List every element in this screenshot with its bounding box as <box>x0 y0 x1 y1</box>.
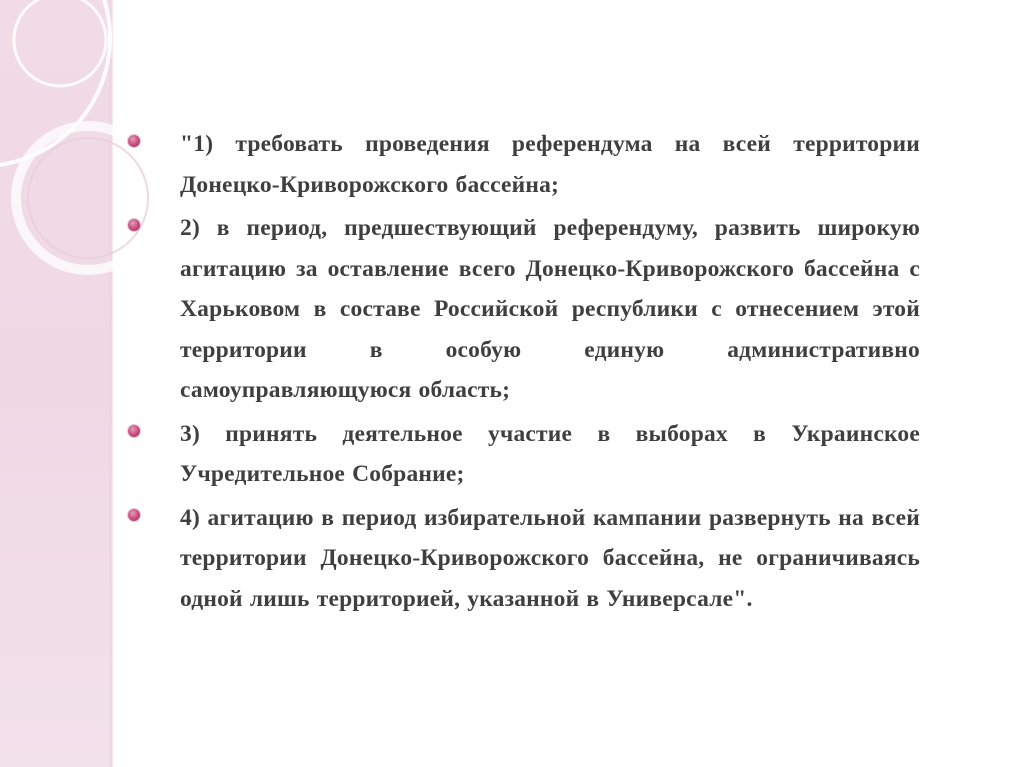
bullet-dot-icon <box>128 509 140 521</box>
bullet-dot-icon <box>128 219 140 231</box>
list-item <box>128 498 920 620</box>
list-item-text: 4) агитацию в период избирательной кампании развернуть на всей территории Донецко-Криворожского бассейна, не ограничиваясь одной лишь территорией, указанной в Универсале". <box>180 504 920 612</box>
list-item-text: 3) принять деятельное участие в выборах в Украинское Учредительное Собрание; <box>180 420 920 487</box>
list-item <box>128 124 920 205</box>
bullet-list <box>128 124 920 622</box>
list-item <box>128 414 920 495</box>
list-item-text: 2) в период, предшествующий референдуму, развить широкую агитацию за оставление всего Донецко-Криворожского бассейна с Харьковом в составе Российской республики с отнесением этой территории в особую единую административно самоуправляющуюся область; <box>180 215 920 403</box>
bullet-dot-icon <box>128 135 140 147</box>
list-item <box>128 208 920 411</box>
list-item-text: "1) требовать проведения референдума на всей территории Донецко-Криворожского бассейна; <box>180 131 920 198</box>
bullet-dot-icon <box>128 425 140 437</box>
